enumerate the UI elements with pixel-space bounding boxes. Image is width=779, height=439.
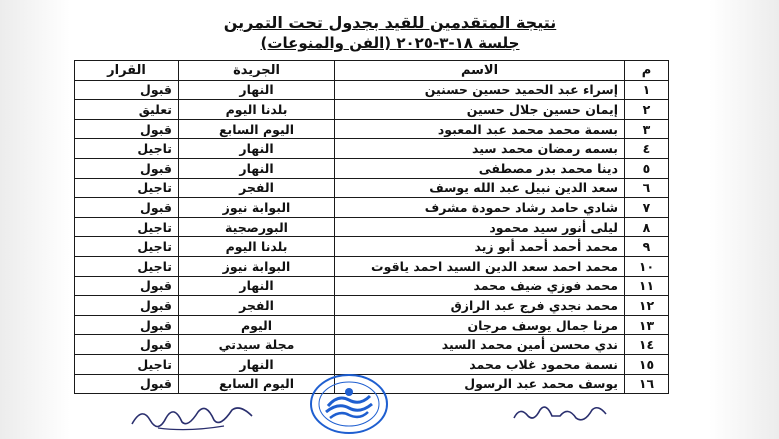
row-decision: تاجيل [75, 178, 179, 198]
row-decision: تاجيل [75, 354, 179, 374]
session-subtitle: جلسة ١٨-٣-٢٠٢٥ (الفن والمنوعات) [260, 34, 520, 52]
row-number: ٢ [625, 100, 669, 120]
row-newspaper: بلدنا اليوم [179, 100, 335, 120]
table-row [75, 100, 669, 120]
row-decision: قبول [75, 158, 179, 178]
table-row [75, 217, 669, 237]
row-number: ١ [625, 80, 669, 100]
table-row [75, 276, 669, 296]
table-row [75, 158, 669, 178]
row-decision: قبول [75, 296, 179, 316]
row-name: يوسف محمد عبد الرسول [335, 374, 625, 394]
row-name: إيمان حسين جلال حسين [335, 100, 625, 120]
row-newspaper: النهار [179, 276, 335, 296]
row-name: محمد أحمد أحمد أبو زيد [335, 237, 625, 257]
row-newspaper: مجلة سيدتي [179, 335, 335, 355]
row-name: ندي محسن أمين محمد السيد [335, 335, 625, 355]
signature-left [128, 398, 258, 434]
row-name: بسمة محمد محمد عبد المعبود [335, 119, 625, 139]
row-name: ليلى أنور سيد محمود [335, 217, 625, 237]
row-decision: تاجيل [75, 256, 179, 276]
row-newspaper: الفجر [179, 296, 335, 316]
row-number: ١٤ [625, 335, 669, 355]
table-row [75, 139, 669, 159]
table-row [75, 315, 669, 335]
row-name: مرنا جمال يوسف مرجان [335, 315, 625, 335]
row-name: محمد فوزي ضيف محمد [335, 276, 625, 296]
row-decision: تاجيل [75, 139, 179, 159]
row-newspaper: النهار [179, 139, 335, 159]
table-row [75, 296, 669, 316]
table-row [75, 178, 669, 198]
row-name: شادي حامد رشاد حمودة مشرف [335, 198, 625, 218]
row-name: نسمة محمود غلاب محمد [335, 354, 625, 374]
table-row [75, 80, 669, 100]
row-number: ٩ [625, 237, 669, 257]
table-header-row [75, 61, 669, 81]
table-row [75, 198, 669, 218]
row-number: ١٣ [625, 315, 669, 335]
row-newspaper: اليوم السابع [179, 119, 335, 139]
row-number: ٧ [625, 198, 669, 218]
row-newspaper: النهار [179, 80, 335, 100]
row-newspaper: الفجر [179, 178, 335, 198]
row-decision: قبول [75, 119, 179, 139]
row-name: بسمه رمضان محمد سيد [335, 139, 625, 159]
column-header-number: م [625, 61, 669, 81]
row-decision: قبول [75, 276, 179, 296]
row-decision: قبول [75, 335, 179, 355]
column-header-name: الاسم [335, 61, 625, 81]
column-header-newspaper: الجريدة [179, 61, 335, 81]
table-row [75, 237, 669, 257]
row-newspaper: بلدنا اليوم [179, 237, 335, 257]
row-newspaper: البورصجية [179, 217, 335, 237]
table-row [75, 256, 669, 276]
row-decision: قبول [75, 315, 179, 335]
row-number: ٦ [625, 178, 669, 198]
row-number: ٤ [625, 139, 669, 159]
results-table [74, 60, 669, 394]
signature-right [510, 398, 610, 428]
row-decision: قبول [75, 374, 179, 394]
row-number: ١٥ [625, 354, 669, 374]
row-newspaper: اليوم السابع [179, 374, 335, 394]
row-number: ٥ [625, 158, 669, 178]
row-newspaper: البوابة نيوز [179, 256, 335, 276]
row-decision: تاجيل [75, 217, 179, 237]
row-name: إسراء عبد الحميد حسين حسنين [335, 80, 625, 100]
table-row [75, 335, 669, 355]
table-row [75, 119, 669, 139]
row-newspaper: اليوم [179, 315, 335, 335]
row-decision: قبول [75, 198, 179, 218]
row-name: محمد احمد سعد الدين السيد احمد ياقوت [335, 256, 625, 276]
row-number: ٣ [625, 119, 669, 139]
row-decision: قبول [75, 80, 179, 100]
row-decision: تعليق [75, 100, 179, 120]
row-name: دينا محمد بدر مصطفى [335, 158, 625, 178]
row-number: ١٠ [625, 256, 669, 276]
row-decision: تاجيل [75, 237, 179, 257]
row-name: سعد الدين نبيل عبد الله يوسف [335, 178, 625, 198]
row-newspaper: النهار [179, 158, 335, 178]
page-title: نتيجة المتقدمين للقيد بجدول تحت التمرين [223, 13, 557, 32]
row-number: ١٢ [625, 296, 669, 316]
row-newspaper: البوابة نيوز [179, 198, 335, 218]
row-number: ٨ [625, 217, 669, 237]
official-seal [308, 372, 390, 436]
column-header-decision: القرار [75, 61, 179, 81]
row-name: محمد نجدي فرج عبد الرازق [335, 296, 625, 316]
row-number: ١٦ [625, 374, 669, 394]
row-newspaper: النهار [179, 354, 335, 374]
row-number: ١١ [625, 276, 669, 296]
